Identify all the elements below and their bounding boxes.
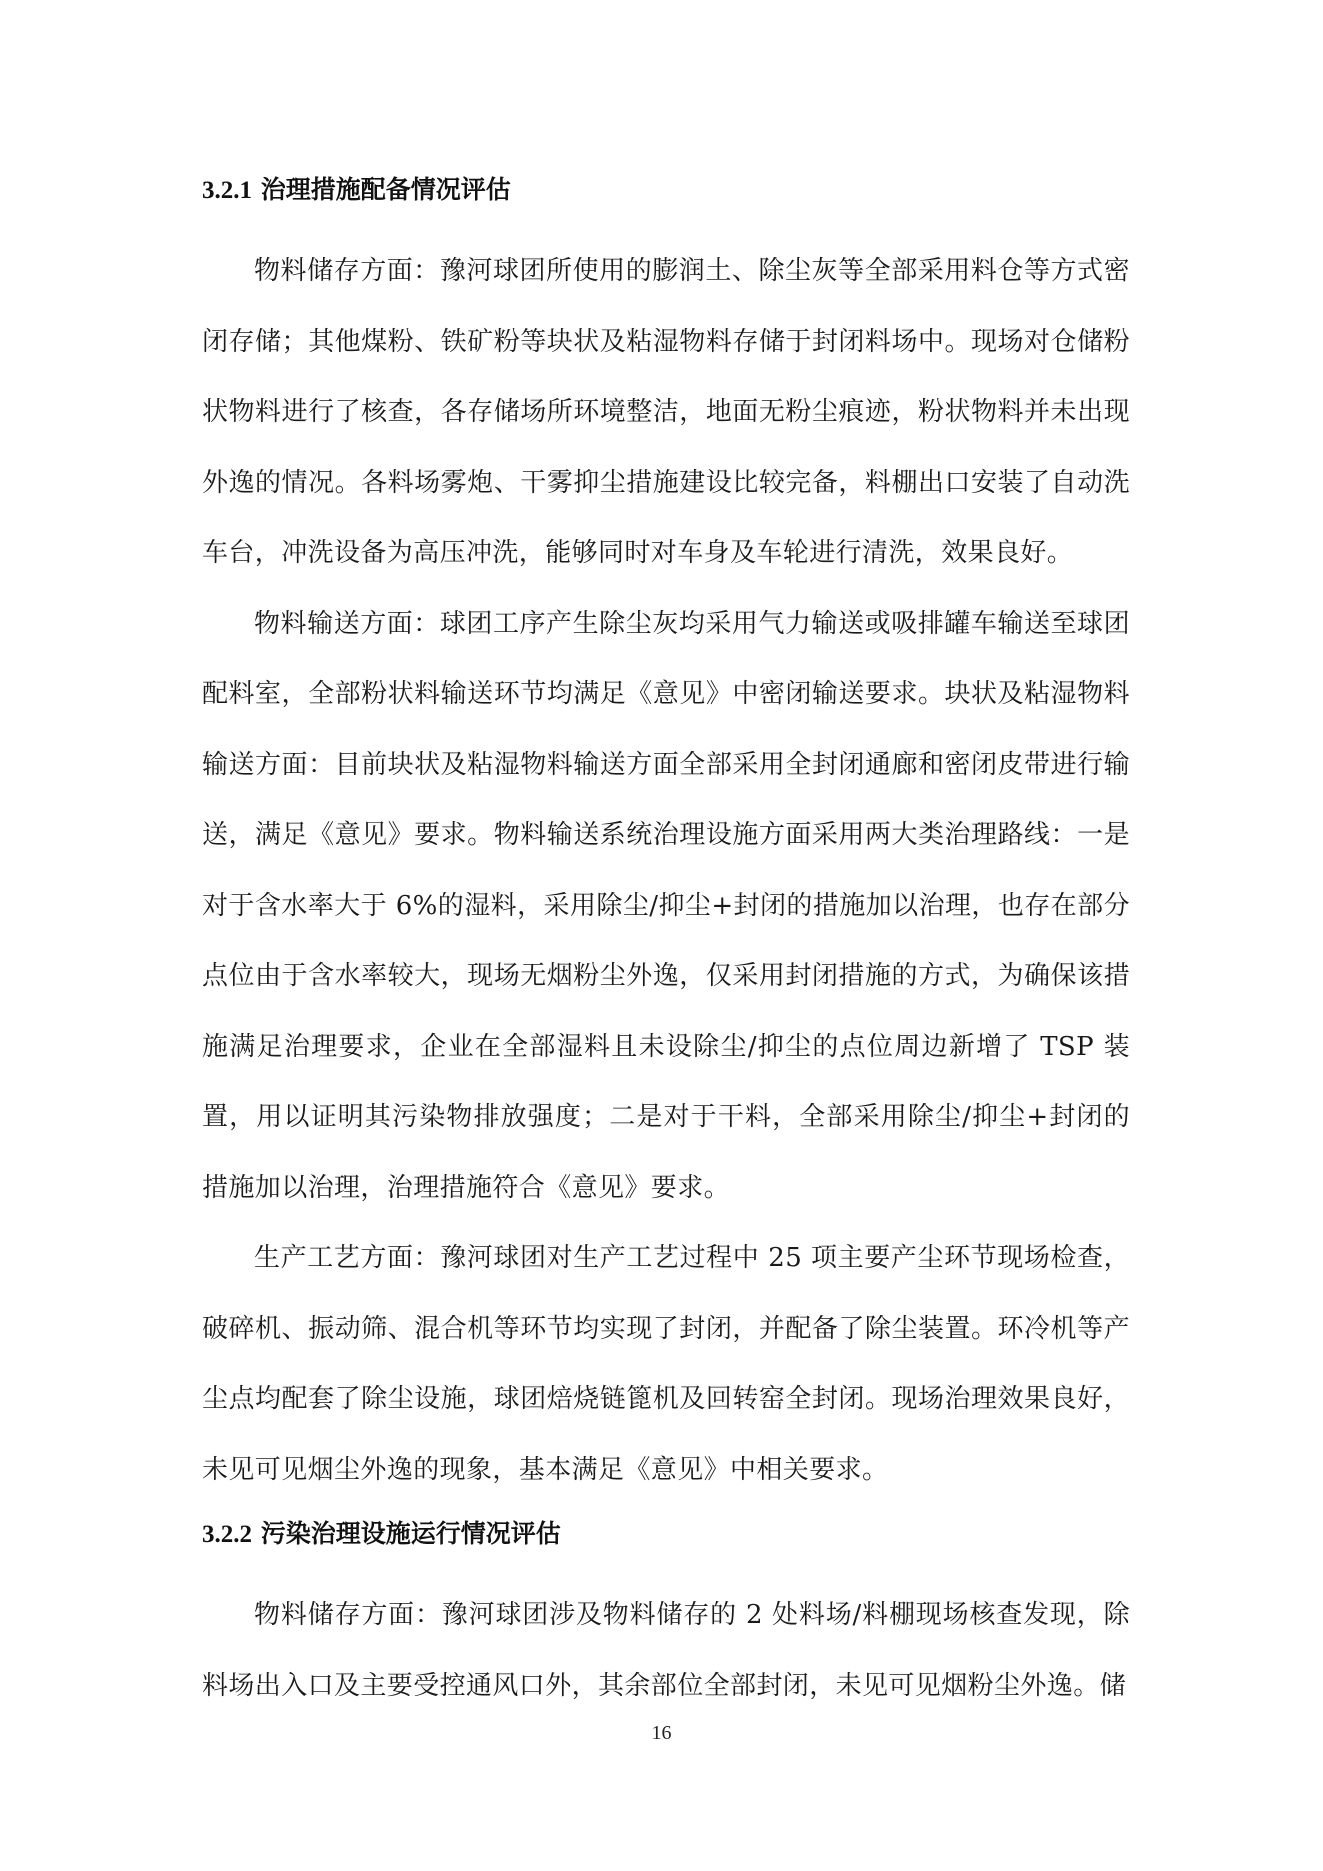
paragraph-storage-operation: 物料储存方面：豫河球团涉及物料储存的 2 处料场/料棚现场核查发现，除料场出入口及主要受控通风口外，其余部位全部封闭，未见可见烟粉尘外逸。储 <box>202 1600 1130 1701</box>
paragraph-production-process: 生产工艺方面：豫河球团对生产工艺过程中 25 项主要产尘环节现场检查，破碎机、振动筛、混合机等环节均实现了封闭，并配备了除尘装置。环冷机等产尘点均配套了除尘设施，球团焙烧链篦机及回转窑全封闭。现场治理效果良好，未见可见烟尘外逸的现象，基本满足《意见》中相关要求。 <box>202 1243 1130 1485</box>
section-heading-3-2-1 <box>202 165 1130 216</box>
paragraph-material-storage: 物料储存方面：豫河球团所使用的膨润土、除尘灰等全部采用料仓等方式密闭存储；其他煤粉、铁矿粉等块状及粘湿物料存储于封闭料场中。现场对仓储粉状物料进行了核查，各存储场所环境整洁，地面无粉尘痕迹，粉状物料并未出现外逸的情况。各料场雾炮、干雾抑尘措施建设比较完备，料棚出口安装了自动洗车台，冲洗设备为高压冲洗，能够同时对车身及车轮进行清洗，效果良好。 <box>202 256 1130 568</box>
section-number: 3.2.2 <box>202 1521 252 1548</box>
section-number: 3.2.1 <box>202 177 252 204</box>
section-heading-3-2-2 <box>202 1509 1130 1560</box>
page-number: 16 <box>651 1722 672 1744</box>
section-title: 治理措施配备情况评估 <box>260 175 511 204</box>
paragraph-material-transport: 物料输送方面：球团工序产生除尘灰均采用气力输送或吸排罐车输送至球团配料室，全部粉状料输送环节均满足《意见》中密闭输送要求。块状及粘湿物料输送方面：目前块状及粘湿物料输送方面全部采用全封闭通廊和密闭皮带进行输送，满足《意见》要求。物料输送系统治理设施方面采用两大类治理路线：一是对于含水率大于 6%的湿料，采用除尘/抑尘+封闭的措施加以治理，也存在部分点位由于含水率较大，现场无烟粉尘外逸，仅采用封闭措施的方式，为确保该措施满足治理要求，企业在全部湿料且未设除尘/抑尘的点位周边新增了 TSP 装置，用以证明其污染物排放强度；二是对于干料，全部采用除尘/抑尘+封闭的措施加以治理，治理措施符合《意见》要求。 <box>202 608 1130 1203</box>
page-content <box>202 165 1130 1721</box>
section-title: 污染治理设施运行情况评估 <box>260 1519 561 1548</box>
